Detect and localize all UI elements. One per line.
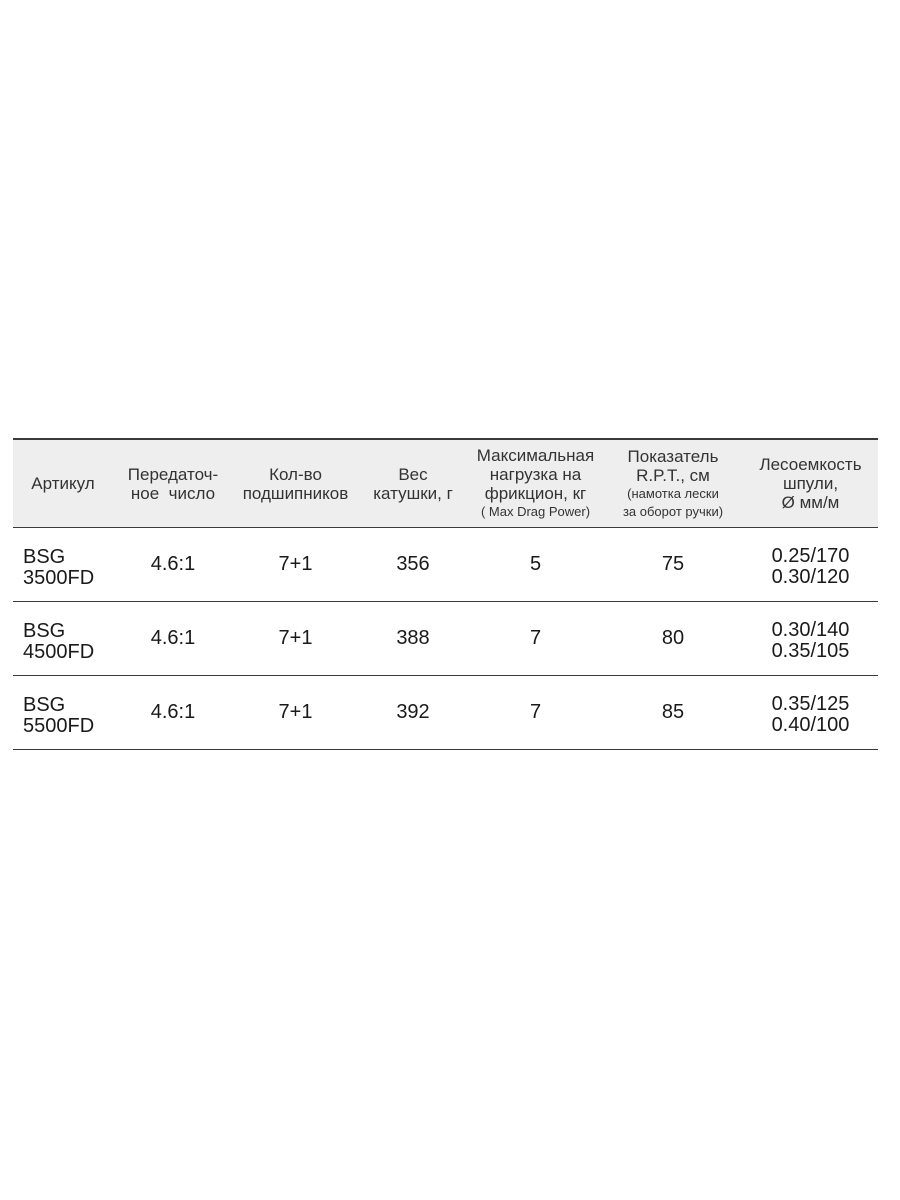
header-bearings: Кол-во подшипников <box>242 464 349 503</box>
cell-max-drag: 5 <box>529 553 542 575</box>
cell-rpt: 85 <box>661 701 685 723</box>
header-gear-ratio: Передаточ- ное число <box>127 464 219 503</box>
spec-table <box>13 438 878 750</box>
cell-gear-ratio: 4.6:1 <box>150 701 196 723</box>
cell-max-drag: 7 <box>529 627 542 649</box>
cell-bearings: 7+1 <box>278 627 313 649</box>
table-header <box>13 438 878 528</box>
cell-line-capacity: 0.30/140 0.35/105 <box>771 618 850 662</box>
cell-weight: 388 <box>396 627 430 649</box>
cell-gear-ratio: 4.6:1 <box>150 627 196 649</box>
cell-gear-ratio: 4.6:1 <box>150 553 196 575</box>
cell-weight: 356 <box>396 553 430 575</box>
cell-weight: 392 <box>396 701 430 723</box>
header-line-capacity: Лесоемкость шпули, Ø мм/м <box>759 455 862 512</box>
cell-line-capacity: 0.25/170 0.30/120 <box>771 544 850 588</box>
cell-article: BSG 4500FD <box>23 619 95 663</box>
table-row <box>13 676 878 750</box>
cell-line-capacity: 0.35/125 0.40/100 <box>771 692 850 736</box>
cell-rpt: 75 <box>661 553 685 575</box>
header-article: Артикул <box>31 474 95 493</box>
header-max-drag: Максимальная нагрузка на фрикцион, кг ( Max Drag Power) <box>476 446 595 519</box>
header-weight: Вес катушки, г <box>373 464 453 503</box>
table-row <box>13 602 878 676</box>
cell-bearings: 7+1 <box>278 701 313 723</box>
cell-max-drag: 7 <box>529 701 542 723</box>
cell-article: BSG 3500FD <box>23 545 95 589</box>
header-rpt: Показатель R.P.T., см (намотка лески за оборот ручки) <box>622 446 724 519</box>
table-row <box>13 528 878 602</box>
cell-bearings: 7+1 <box>278 553 313 575</box>
cell-article: BSG 5500FD <box>23 693 95 737</box>
cell-rpt: 80 <box>661 627 685 649</box>
